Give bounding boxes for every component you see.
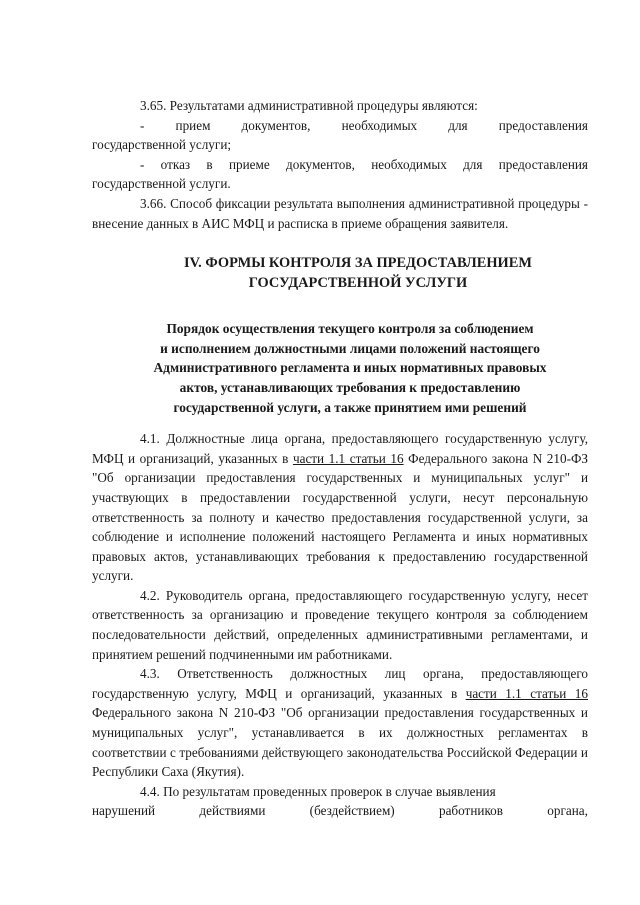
paragraph-word: органа,: [547, 803, 588, 819]
list-item-2: - отказ в приеме документов, необходимых для предоставления государственной услуги.: [92, 156, 588, 192]
list-word: прием: [175, 117, 211, 133]
subsection-title-line: государственной услуги, а также принятием ими решений: [173, 399, 527, 415]
list-word: для: [448, 117, 468, 133]
section-title: [92, 253, 588, 293]
law-reference-link[interactable]: части 1.1 статьи 16: [465, 685, 588, 701]
paragraph-word: действиями: [199, 803, 266, 819]
paragraph-word: работников: [438, 803, 503, 819]
list-word: необходимых: [341, 117, 418, 133]
subsection-title-line: актов, устанавливающих требования к предоставлению: [179, 379, 521, 395]
section-title-line: ГОСУДАРСТВЕННОЙ УСЛУГИ: [248, 275, 468, 292]
paragraph-4-1: [92, 429, 588, 586]
list-item-1: [92, 116, 588, 136]
subsection-title-line: Административного регламента и иных нормативных правовых: [153, 360, 547, 376]
list-word: документов,: [241, 117, 311, 133]
paragraph-text: 4.1. Должностные лица органа, предоставляющего государственную услугу, МФЦ и организаций, указанных в: [92, 431, 588, 466]
paragraph-text: 4.3. Ответственность должностных лиц органа, предоставляющего государственную услугу, МФЦ и организаций, указанных в: [92, 666, 588, 701]
paragraph-word: (бездействием): [309, 803, 395, 819]
paragraph-text: Федерального закона N 210-ФЗ "Об организации предоставления государственных и муниципальных услуг", устанавливается в их должностных регламентах в соответствии с требованиями действующего законодательства Российской Федерации и Республики Саха (Якутия).: [92, 705, 588, 780]
paragraph-word: нарушений: [92, 803, 156, 819]
list-dash: -: [140, 117, 145, 133]
law-reference-link[interactable]: части 1.1 статьи 16: [292, 450, 404, 466]
subsection-title: [92, 319, 588, 417]
paragraph-text: Федерального закона N 210-ФЗ "Об организации предоставления государственных и муниципальных услуг" и участвующих в предоставлении государственной услуги, несут персональную ответственность за полноту и качество предоставления государственной услуги, за соблюдение и исполнение положений настоящего Регламента и иных нормативных правовых актов, устанавливающих требования к предоставлению государственной услуги.: [92, 450, 588, 584]
paragraph-3-66: 3.66. Способ фиксации результата выполнения административной процедуры - внесение данных в АИС МФЦ и расписка в приеме обращения заявителя.: [92, 195, 588, 231]
list-word: предоставления: [498, 117, 588, 133]
paragraph-4-2: 4.2. Руководитель органа, предоставляющего государственную услугу, несет ответственность за организацию и проведение текущего контроля за соблюдением последовательности действий, определенных административными регламентами, и принятием решений подчиненными им работниками.: [92, 587, 588, 662]
paragraph-4-4: 4.4. По результатам проведенных проверок в случае выявления: [140, 783, 496, 799]
list-item-1-continuation: государственной услуги;: [92, 137, 232, 153]
paragraph-4-4-continuation: [92, 801, 588, 821]
paragraph-4-3: [92, 664, 588, 782]
section-title-line: IV. ФОРМЫ КОНТРОЛЯ ЗА ПРЕДОСТАВЛЕНИЕМ: [184, 255, 532, 272]
paragraph-3-65: 3.65. Результатами административной процедуры являются:: [140, 98, 478, 113]
subsection-title-line: Порядок осуществления текущего контроля за соблюдением: [166, 321, 534, 337]
subsection-title-line: и исполнением должностными лицами положений настоящего: [160, 340, 540, 356]
